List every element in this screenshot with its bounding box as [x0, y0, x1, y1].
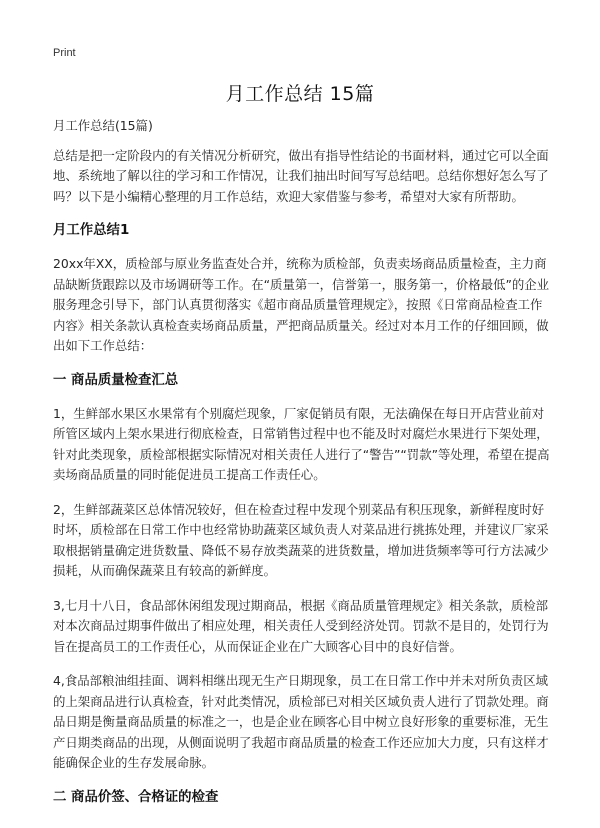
list-item-3: 3,七月十八日，食品部休闲组发现过期商品，根据《商品质量管理规定》相关条款，质检部对本次商品过期事件做出了相应处理，相关责任人受到经济处罚。罚款不是目的，处罚行为旨在提高员工的工作责任心，从而保证企业在广大顾客心目中的良好信誉。: [53, 597, 549, 654]
list-item-4: 4,食品部粮油组挂面、调料相继出现无生产日期现象，员工在日常工作中并未对所负责区域的上架商品进行认真检查，针对此类情况，质检部已对相关区域负责人进行了罚款处理。商品日期是衡量商品质量的标准之一，也是企业在顾客心目中树立良好形象的重要标准，无生产日期类商品的出现，从侧面说明了我超市商品质量的检查工作还应加大力度，只有这样才能确保企业的生存发展命脉。: [53, 673, 549, 770]
list-item-2: 2，生鲜部蔬菜区总体情况较好，但在检查过程中发现个别菜品有积压现象，新鲜程度时好时坏，质检部在日常工作中也经常协助蔬菜区域负责人对菜品进行挑拣处理，并建议厂家采取根据销量确定进货数量、降低不易存放类蔬菜的进货数量，增加进货频率等可行方法减少损耗，从而确保蔬菜且有较高的新鲜度。: [53, 501, 549, 578]
subsection-heading-quality-check: 一 商品质量检查汇总: [53, 372, 179, 388]
page-title: 月工作总结 15篇: [225, 83, 375, 105]
list-item-1: 1，生鲜部水果区水果常有个别腐烂现象，厂家促销员有限，无法确保在每日开店营业前对所管区域内上架水果进行彻底检查，日常销售过程中也不能及时对腐烂水果进行下架处理，针对此类现象，质检部根据实际情况对相关责任人进行了“警告”“罚款”等处理，希望在提高卖场商品质量的同时能促进员工提高工作责任心。: [53, 405, 550, 482]
document-subtitle: 月工作总结(15篇): [53, 118, 153, 133]
section-heading-1: 月工作总结1: [53, 223, 130, 238]
section-1-intro-paragraph: 20xx年XX，质检部与原业务监查处合并，统称为质检部，负责卖场商品质量检查，主力商品缺断货跟踪以及市场调研等工作。在“质量第一，信誉第一，服务第一，价格最低”的企业服务理念引导下，部门认真贯彻落实《超市商品质量管理规定》，按照《日常商品检查工作内容》相关条款认真检查卖场商品质量，严把商品质量关。经过对本月工作的仔细回顾，做出如下工作总结：: [53, 256, 550, 353]
intro-paragraph: 总结是把一定阶段内的有关情况分析研究，做出有指导性结论的书面材料，通过它可以全面地、系统地了解以往的学习和工作情况，让我们抽出时间写写总结吧。总结你想好怎么写了吗？以下是小编精心整理的月工作总结，欢迎大家借鉴与参考，希望对大家有所帮助。: [53, 147, 549, 204]
subsection-heading-price-tags: 二 商品价签、合格证的检查: [53, 789, 219, 805]
print-label[interactable]: Print: [53, 47, 76, 59]
document-body: [53, 116, 551, 821]
